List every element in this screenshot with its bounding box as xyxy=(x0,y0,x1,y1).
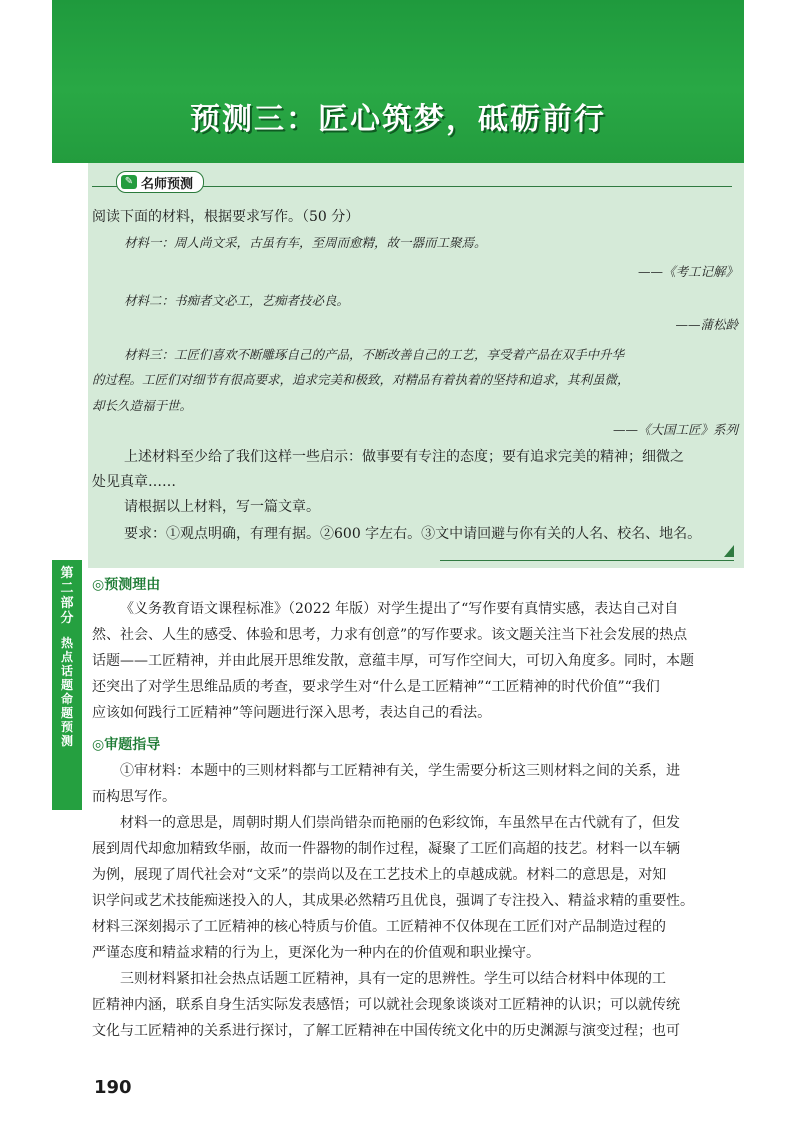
prediction-reason-text xyxy=(92,596,732,726)
prompt-label-row xyxy=(92,171,732,193)
material-2-source: ——蒲松龄 xyxy=(675,317,738,332)
text-line: 严谨态度和精益求精的行为上，更深化为一种内在的价值观和职业操守。 xyxy=(92,945,540,961)
text-line: ①审材料：本题中的三则材料都与工匠精神有关，学生需要分析这三则材料之间的关系，进 xyxy=(120,763,680,779)
insight-line: 上述材料至少给了我们这样一些启示：做事要有专注的态度；要有追求完美的精神；细微之 xyxy=(124,449,684,465)
prompt-label-text: 名师预测 xyxy=(141,176,194,192)
text-line: 然、社会、人生的感受、体验和思考，力求有创意”的写作要求。该文题关注当下社会发展的热点 xyxy=(92,627,688,643)
material-3-line: 却长久造福于世。 xyxy=(92,398,193,413)
text-line: 识学问或艺术技能痴迷投入的人，其成果必然精巧且优良，强调了专注投入、精益求精的重要性。 xyxy=(92,893,694,909)
requirements: 要求：①观点明确，有理有据。②600 字左右。③文中请回避与你有关的人名、校名、地名。 xyxy=(124,526,702,542)
section-part: 第二部分 xyxy=(60,566,74,626)
chat-icon: ✎ xyxy=(121,175,137,189)
text-line: 匠精神内涵，联系自身生活实际发表感悟；可以就社会现象谈谈对工匠精神的认识；可以就传统 xyxy=(92,997,680,1013)
material-1-source: ——《考工记解》 xyxy=(637,264,738,279)
text-line: 话题——工匠精神，并由此展开思维发散，意蕴丰厚，可写作空间大，可切入角度多。同时，本题 xyxy=(92,653,694,669)
text-line: 还突出了对学生思维品质的考查，要求学生对“什么是工匠精神”“工匠精神的时代价值”“我们 xyxy=(92,679,660,695)
material-3-line: 的过程。工匠们对细节有很高要求，追求完美和极致，对精品有着执着的坚持和追求，其利虽微， xyxy=(92,372,630,387)
page-number: 190 xyxy=(94,1077,132,1098)
text-line: 而构思写作。 xyxy=(92,789,176,805)
material-3-source: ——《大国工匠》系列 xyxy=(612,422,738,437)
chapter-title: 预测三：匠心筑梦，砥砺前行 xyxy=(190,102,606,137)
text-line: 三则材料紧扣社会热点话题工匠精神，具有一定的思辨性。学生可以结合材料中体现的工 xyxy=(120,971,666,987)
text-line: 文化与工匠精神的关系进行探讨，了解工匠精神在中国传统文化中的历史渊源与演变过程；也可 xyxy=(92,1023,680,1039)
section-side-tab xyxy=(52,560,82,810)
prompt-label xyxy=(116,171,204,193)
text-line: 展到周代却愈加精致华丽，故而一件器物的制作过程，凝聚了工匠们高超的技艺。材料一以车辆 xyxy=(92,841,680,857)
material-1: 材料一：周人尚文采，古虽有车，至周而愈精，故一器而工聚焉。 xyxy=(124,235,487,250)
prompt-intro: 阅读下面的材料，根据要求写作。（50 分） xyxy=(92,209,360,225)
box-bottom-rule xyxy=(440,560,734,561)
material-3-line: 材料三：工匠们喜欢不断雕琢自己的产品，不断改善自己的工艺，享受着产品在双手中升华 xyxy=(124,347,625,362)
prediction-reason-heading: ◎预测理由 xyxy=(92,577,161,593)
text-line: 材料三深刻揭示了工匠精神的核心特质与价值。工匠精神不仅体现在工匠们对产品制造过程的 xyxy=(92,919,666,935)
section-topic: 热点话题命题预测 xyxy=(60,636,73,748)
analysis-guide-text xyxy=(92,758,732,1044)
insight-line: 处见真章…… xyxy=(92,474,176,490)
material-2: 材料二：书痴者文必工，艺痴者技必良。 xyxy=(124,293,350,308)
analysis-guide-heading: ◎审题指导 xyxy=(92,737,161,753)
chapter-banner xyxy=(52,0,744,163)
box-corner-mark xyxy=(724,545,734,557)
text-line: 材料一的意思是，周朝时期人们崇尚错杂而艳丽的色彩纹饰，车虽然早在古代就有了，但发 xyxy=(120,815,680,831)
text-line: 为例，展现了周代社会对“文采”的崇尚以及在工艺技术上的卓越成就。材料二的意思是，对知 xyxy=(92,867,667,883)
text-line: 应该如何践行工匠精神”等问题进行深入思考，表达自己的看法。 xyxy=(92,705,492,721)
text-line: 《义务教育语文课程标准》（2022 年版）对学生提出了“写作要有真情实感，表达自己对自 xyxy=(120,601,679,617)
task-instruction: 请根据以上材料，写一篇文章。 xyxy=(124,499,320,515)
